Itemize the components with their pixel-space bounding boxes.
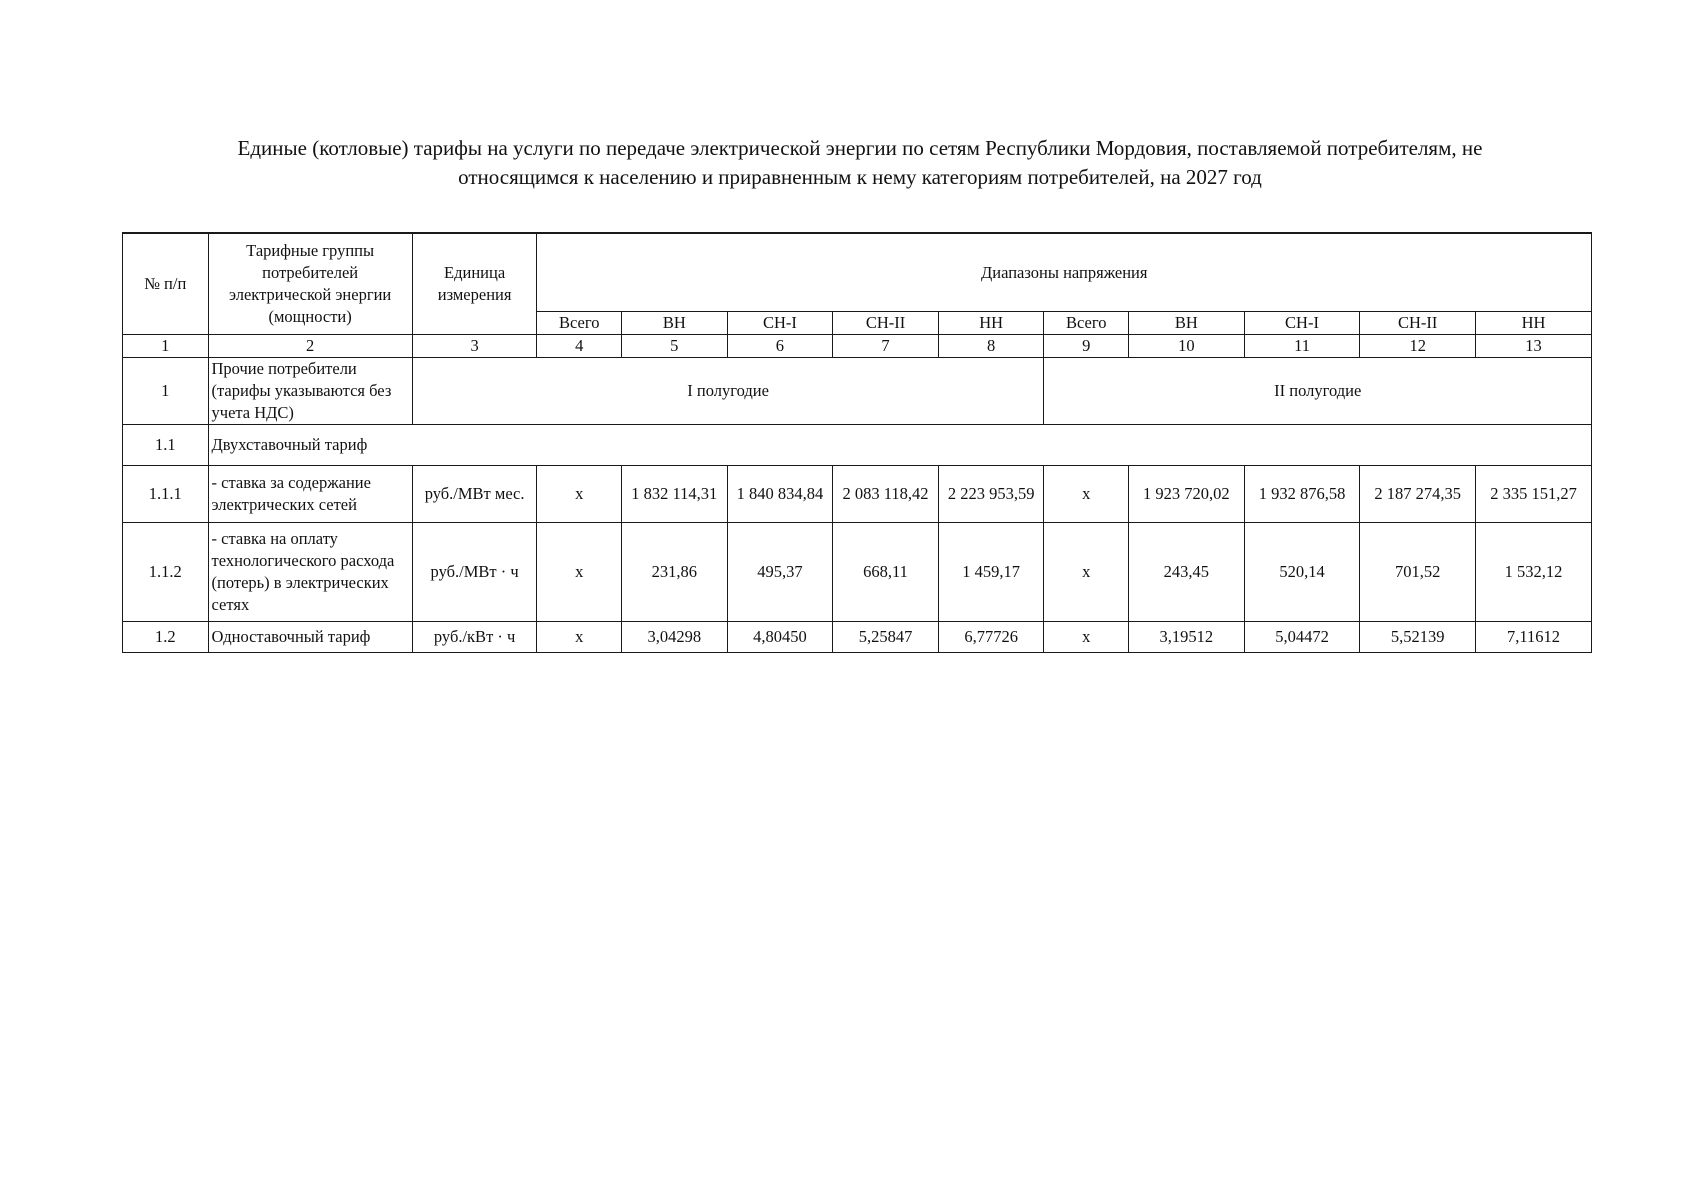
column-number: 9 bbox=[1044, 335, 1129, 358]
column-number: 1 bbox=[123, 335, 209, 358]
header-row-1 bbox=[123, 233, 1592, 312]
header-sub-cell: НН bbox=[1476, 312, 1592, 335]
header-sub-cell: ВН bbox=[621, 312, 727, 335]
header-num: № п/п bbox=[123, 233, 209, 335]
column-number: 4 bbox=[537, 335, 622, 358]
value-cell: 6,77726 bbox=[938, 622, 1044, 653]
value-cell: х bbox=[1044, 622, 1129, 653]
column-number: 10 bbox=[1128, 335, 1244, 358]
row-number: 1.2 bbox=[123, 622, 209, 653]
row-name: - ставка на оплату технологического расхода (потерь) в электрических сетях bbox=[208, 523, 412, 622]
column-number: 3 bbox=[412, 335, 537, 358]
row-name: - ставка за содержание электрических сетей bbox=[208, 466, 412, 523]
half-year-2: II полугодие bbox=[1044, 358, 1592, 425]
column-number: 12 bbox=[1360, 335, 1476, 358]
value-cell: 2 223 953,59 bbox=[938, 466, 1044, 523]
row-name: Прочие потребители (тарифы указываются без учета НДС) bbox=[208, 358, 412, 425]
table-row-1-2 bbox=[123, 622, 1592, 653]
column-number: 8 bbox=[938, 335, 1044, 358]
row-number: 1 bbox=[123, 358, 209, 425]
header-sub-cell: СН-II bbox=[833, 312, 939, 335]
header-sub-cell: НН bbox=[938, 312, 1044, 335]
header-unit: Единица измерения bbox=[412, 233, 537, 335]
row-unit: руб./МВт мес. bbox=[412, 466, 537, 523]
column-number-row bbox=[123, 335, 1592, 358]
value-cell: 2 335 151,27 bbox=[1476, 466, 1592, 523]
row-number: 1.1.2 bbox=[123, 523, 209, 622]
value-cell: 1 459,17 bbox=[938, 523, 1044, 622]
document-title bbox=[140, 134, 1580, 192]
value-cell: 1 840 834,84 bbox=[727, 466, 833, 523]
value-cell: 7,11612 bbox=[1476, 622, 1592, 653]
value-cell: х bbox=[537, 622, 622, 653]
value-cell: 1 932 876,58 bbox=[1244, 466, 1360, 523]
column-number: 6 bbox=[727, 335, 833, 358]
value-cell: 668,11 bbox=[833, 523, 939, 622]
header-sub-cell: Всего bbox=[1044, 312, 1129, 335]
tariff-table bbox=[122, 232, 1592, 653]
table-row-1 bbox=[123, 358, 1592, 425]
header-sub-cell: ВН bbox=[1128, 312, 1244, 335]
column-number: 7 bbox=[833, 335, 939, 358]
value-cell: х bbox=[537, 466, 622, 523]
header-sub-cell: СН-I bbox=[727, 312, 833, 335]
value-cell: 3,04298 bbox=[621, 622, 727, 653]
column-number: 11 bbox=[1244, 335, 1360, 358]
value-cell: 1 832 114,31 bbox=[621, 466, 727, 523]
half-year-1: I полугодие bbox=[412, 358, 1044, 425]
value-cell: 243,45 bbox=[1128, 523, 1244, 622]
header-groups: Тарифные группы потребителей электрической энергии (мощности) bbox=[208, 233, 412, 335]
row-unit: руб./МВт · ч bbox=[412, 523, 537, 622]
column-number: 2 bbox=[208, 335, 412, 358]
value-cell: 5,25847 bbox=[833, 622, 939, 653]
value-cell: 5,04472 bbox=[1244, 622, 1360, 653]
value-cell: 495,37 bbox=[727, 523, 833, 622]
column-number: 5 bbox=[621, 335, 727, 358]
header-sub-cell: Всего bbox=[537, 312, 622, 335]
value-cell: х bbox=[1044, 523, 1129, 622]
value-cell: 1 532,12 bbox=[1476, 523, 1592, 622]
table-row-1-1-1 bbox=[123, 466, 1592, 523]
column-number: 13 bbox=[1476, 335, 1592, 358]
row-name: Одноставочный тариф bbox=[208, 622, 412, 653]
value-cell: 1 923 720,02 bbox=[1128, 466, 1244, 523]
value-cell: 2 083 118,42 bbox=[833, 466, 939, 523]
row-unit: руб./кВт · ч bbox=[412, 622, 537, 653]
title-line-2: относящимся к населению и приравненным к нему категориям потребителей, на 2027 год bbox=[458, 165, 1262, 189]
row-number: 1.1 bbox=[123, 425, 209, 466]
header-voltage-ranges: Диапазоны напряжения bbox=[537, 233, 1592, 312]
title-line-1: Единые (котловые) тарифы на услуги по передаче электрической энергии по сетям Республики Мордовия, поставляемой потребителям, не bbox=[237, 136, 1483, 160]
value-cell: 4,80450 bbox=[727, 622, 833, 653]
value-cell: х bbox=[1044, 466, 1129, 523]
value-cell: 2 187 274,35 bbox=[1360, 466, 1476, 523]
header-sub-cell: СН-I bbox=[1244, 312, 1360, 335]
value-cell: 231,86 bbox=[621, 523, 727, 622]
table-row-1-1 bbox=[123, 425, 1592, 466]
header-sub-cell: СН-II bbox=[1360, 312, 1476, 335]
row-number: 1.1.1 bbox=[123, 466, 209, 523]
row-name: Двухставочный тариф bbox=[208, 425, 1591, 466]
value-cell: 5,52139 bbox=[1360, 622, 1476, 653]
value-cell: 520,14 bbox=[1244, 523, 1360, 622]
value-cell: х bbox=[537, 523, 622, 622]
value-cell: 3,19512 bbox=[1128, 622, 1244, 653]
table-row-1-1-2 bbox=[123, 523, 1592, 622]
value-cell: 701,52 bbox=[1360, 523, 1476, 622]
